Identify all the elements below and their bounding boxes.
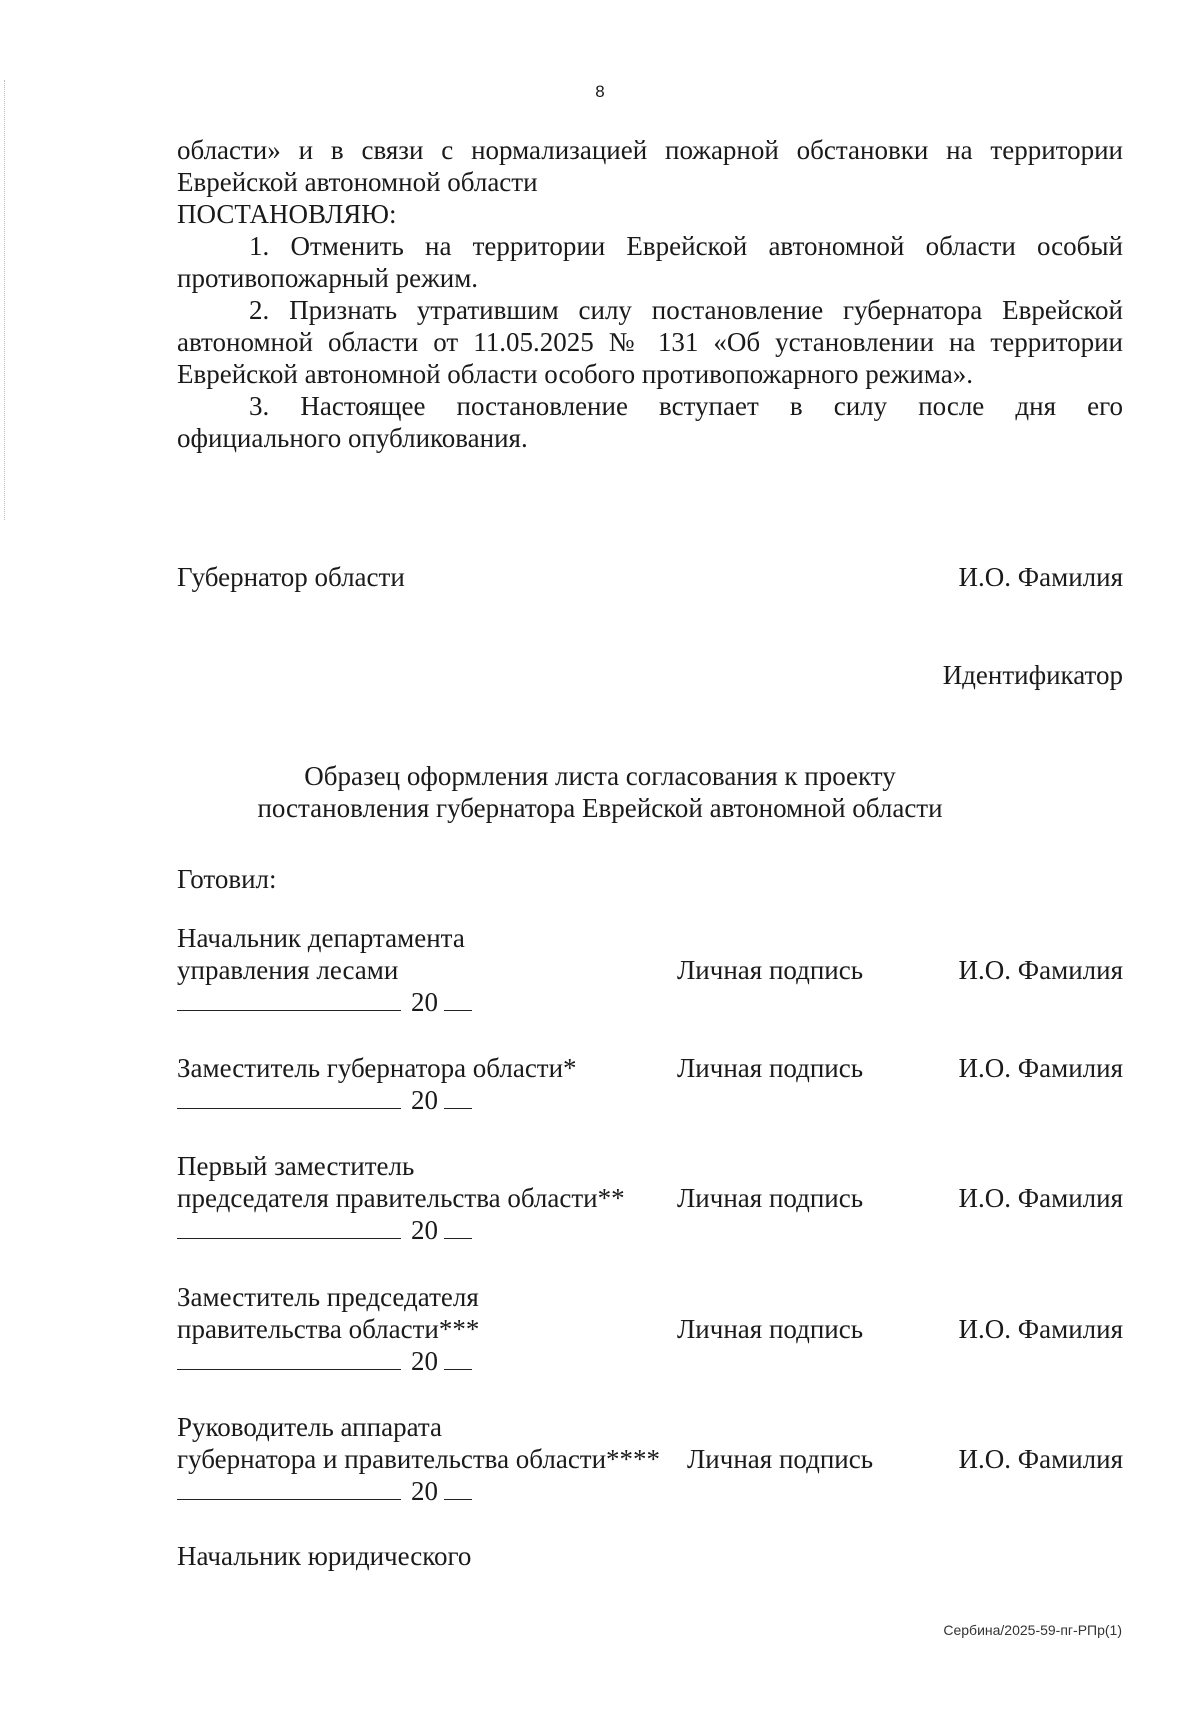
date-blank bbox=[177, 988, 401, 1011]
date-line bbox=[177, 1084, 1123, 1116]
date-year-prefix: 20 bbox=[411, 1476, 438, 1506]
item-1-line-1: 1. Отменить на территории Еврейской автономной области особый bbox=[249, 231, 1123, 261]
date-year-prefix: 20 bbox=[411, 1085, 438, 1115]
date-blank bbox=[177, 1086, 401, 1109]
item-2-line-1: 2. Признать утратившим силу постановление губернатора Еврейской bbox=[249, 295, 1123, 325]
date-year-blank bbox=[444, 1216, 472, 1239]
date-year-prefix: 20 bbox=[411, 987, 438, 1017]
scan-edge-mark bbox=[4, 80, 7, 520]
last-position-line: Начальник юридического bbox=[177, 1541, 472, 1571]
approval-row bbox=[177, 1182, 1123, 1214]
approval-signature: Личная подпись bbox=[687, 1444, 874, 1474]
governor-signature-line bbox=[177, 562, 1123, 593]
approval-name: И.О. Фамилия bbox=[958, 1444, 1123, 1474]
approval-position-line-1: Первый заместитель bbox=[177, 1151, 415, 1181]
item-3-line-2: официального опубликования. bbox=[177, 423, 528, 453]
date-blank bbox=[177, 1216, 401, 1239]
governor-position: Губернатор области bbox=[177, 562, 405, 592]
approval-block bbox=[177, 1281, 1123, 1377]
approval-position-line-2: правительства области*** bbox=[177, 1314, 480, 1344]
approval-position-line-1: Руководитель аппарата bbox=[177, 1412, 442, 1442]
date-year-blank bbox=[444, 988, 472, 1011]
item-3-line-1: 3. Настоящее постановление вступает в силу после дня его bbox=[249, 391, 1123, 421]
approval-row bbox=[177, 1443, 1123, 1475]
approval-row bbox=[177, 1313, 1123, 1345]
date-blank bbox=[177, 1477, 401, 1500]
date-blank bbox=[177, 1347, 401, 1370]
approval-signature: Личная подпись bbox=[677, 1314, 864, 1344]
approval-block bbox=[177, 922, 1123, 1018]
date-line bbox=[177, 1475, 1123, 1507]
decree-word: ПОСТАНОВЛЯЮ: bbox=[177, 199, 397, 229]
approval-position-line-1: Начальник департамента bbox=[177, 923, 465, 953]
footer-reference: Сербина/2025-59-пг-РПр(1) bbox=[943, 1622, 1122, 1638]
approval-position-line-2: губернатора и правительства области**** bbox=[177, 1444, 661, 1474]
sample-title-line-2: постановления губернатора Еврейской автономной области bbox=[257, 793, 943, 823]
date-line bbox=[177, 1345, 1123, 1377]
date-year-prefix: 20 bbox=[411, 1215, 438, 1245]
intro-line-1: области» и в связи с нормализацией пожарной обстановки на территории bbox=[177, 135, 1123, 165]
date-year-blank bbox=[444, 1347, 472, 1370]
approval-block bbox=[177, 1150, 1123, 1246]
item-1-line-2: противопожарный режим. bbox=[177, 263, 479, 293]
identifier-label: Идентификатор bbox=[942, 660, 1123, 690]
date-year-blank bbox=[444, 1477, 472, 1500]
item-2-line-3: Еврейской автономной области особого противопожарного режима». bbox=[177, 359, 973, 389]
approval-block bbox=[177, 1411, 1123, 1507]
approval-block bbox=[177, 1540, 1123, 1572]
intro-line-2: Еврейской автономной области bbox=[177, 167, 538, 197]
approval-row bbox=[177, 954, 1123, 986]
date-year-prefix: 20 bbox=[411, 1346, 438, 1376]
approval-position-line-2: управления лесами bbox=[177, 955, 399, 985]
approval-block bbox=[177, 1052, 1123, 1116]
sample-title bbox=[0, 760, 1200, 824]
date-line bbox=[177, 1214, 1123, 1246]
approval-name: И.О. Фамилия bbox=[958, 1314, 1123, 1344]
approval-position-line-1: Заместитель председателя bbox=[177, 1282, 479, 1312]
item-2-line-2: автономной области от 11.05.2025 № 131 «Об установлении на территории bbox=[177, 327, 1123, 357]
prepared-label: Готовил: bbox=[177, 864, 277, 894]
approval-position-line-2: Заместитель губернатора области* bbox=[177, 1053, 577, 1083]
page-number: 8 bbox=[595, 82, 605, 101]
approval-name: И.О. Фамилия bbox=[958, 955, 1123, 985]
approval-signature: Личная подпись bbox=[677, 955, 864, 985]
approval-name: И.О. Фамилия bbox=[958, 1053, 1123, 1083]
decree-text bbox=[177, 134, 1123, 454]
approval-row bbox=[177, 1052, 1123, 1084]
approval-position-line-2: председателя правительства области** bbox=[177, 1183, 625, 1213]
approval-signature: Личная подпись bbox=[677, 1053, 864, 1083]
date-year-blank bbox=[444, 1086, 472, 1109]
approval-signature: Личная подпись bbox=[677, 1183, 864, 1213]
sample-title-line-1: Образец оформления листа согласования к проекту bbox=[304, 761, 896, 791]
governor-name: И.О. Фамилия bbox=[958, 562, 1123, 592]
date-line bbox=[177, 986, 1123, 1018]
approval-name: И.О. Фамилия bbox=[958, 1183, 1123, 1213]
